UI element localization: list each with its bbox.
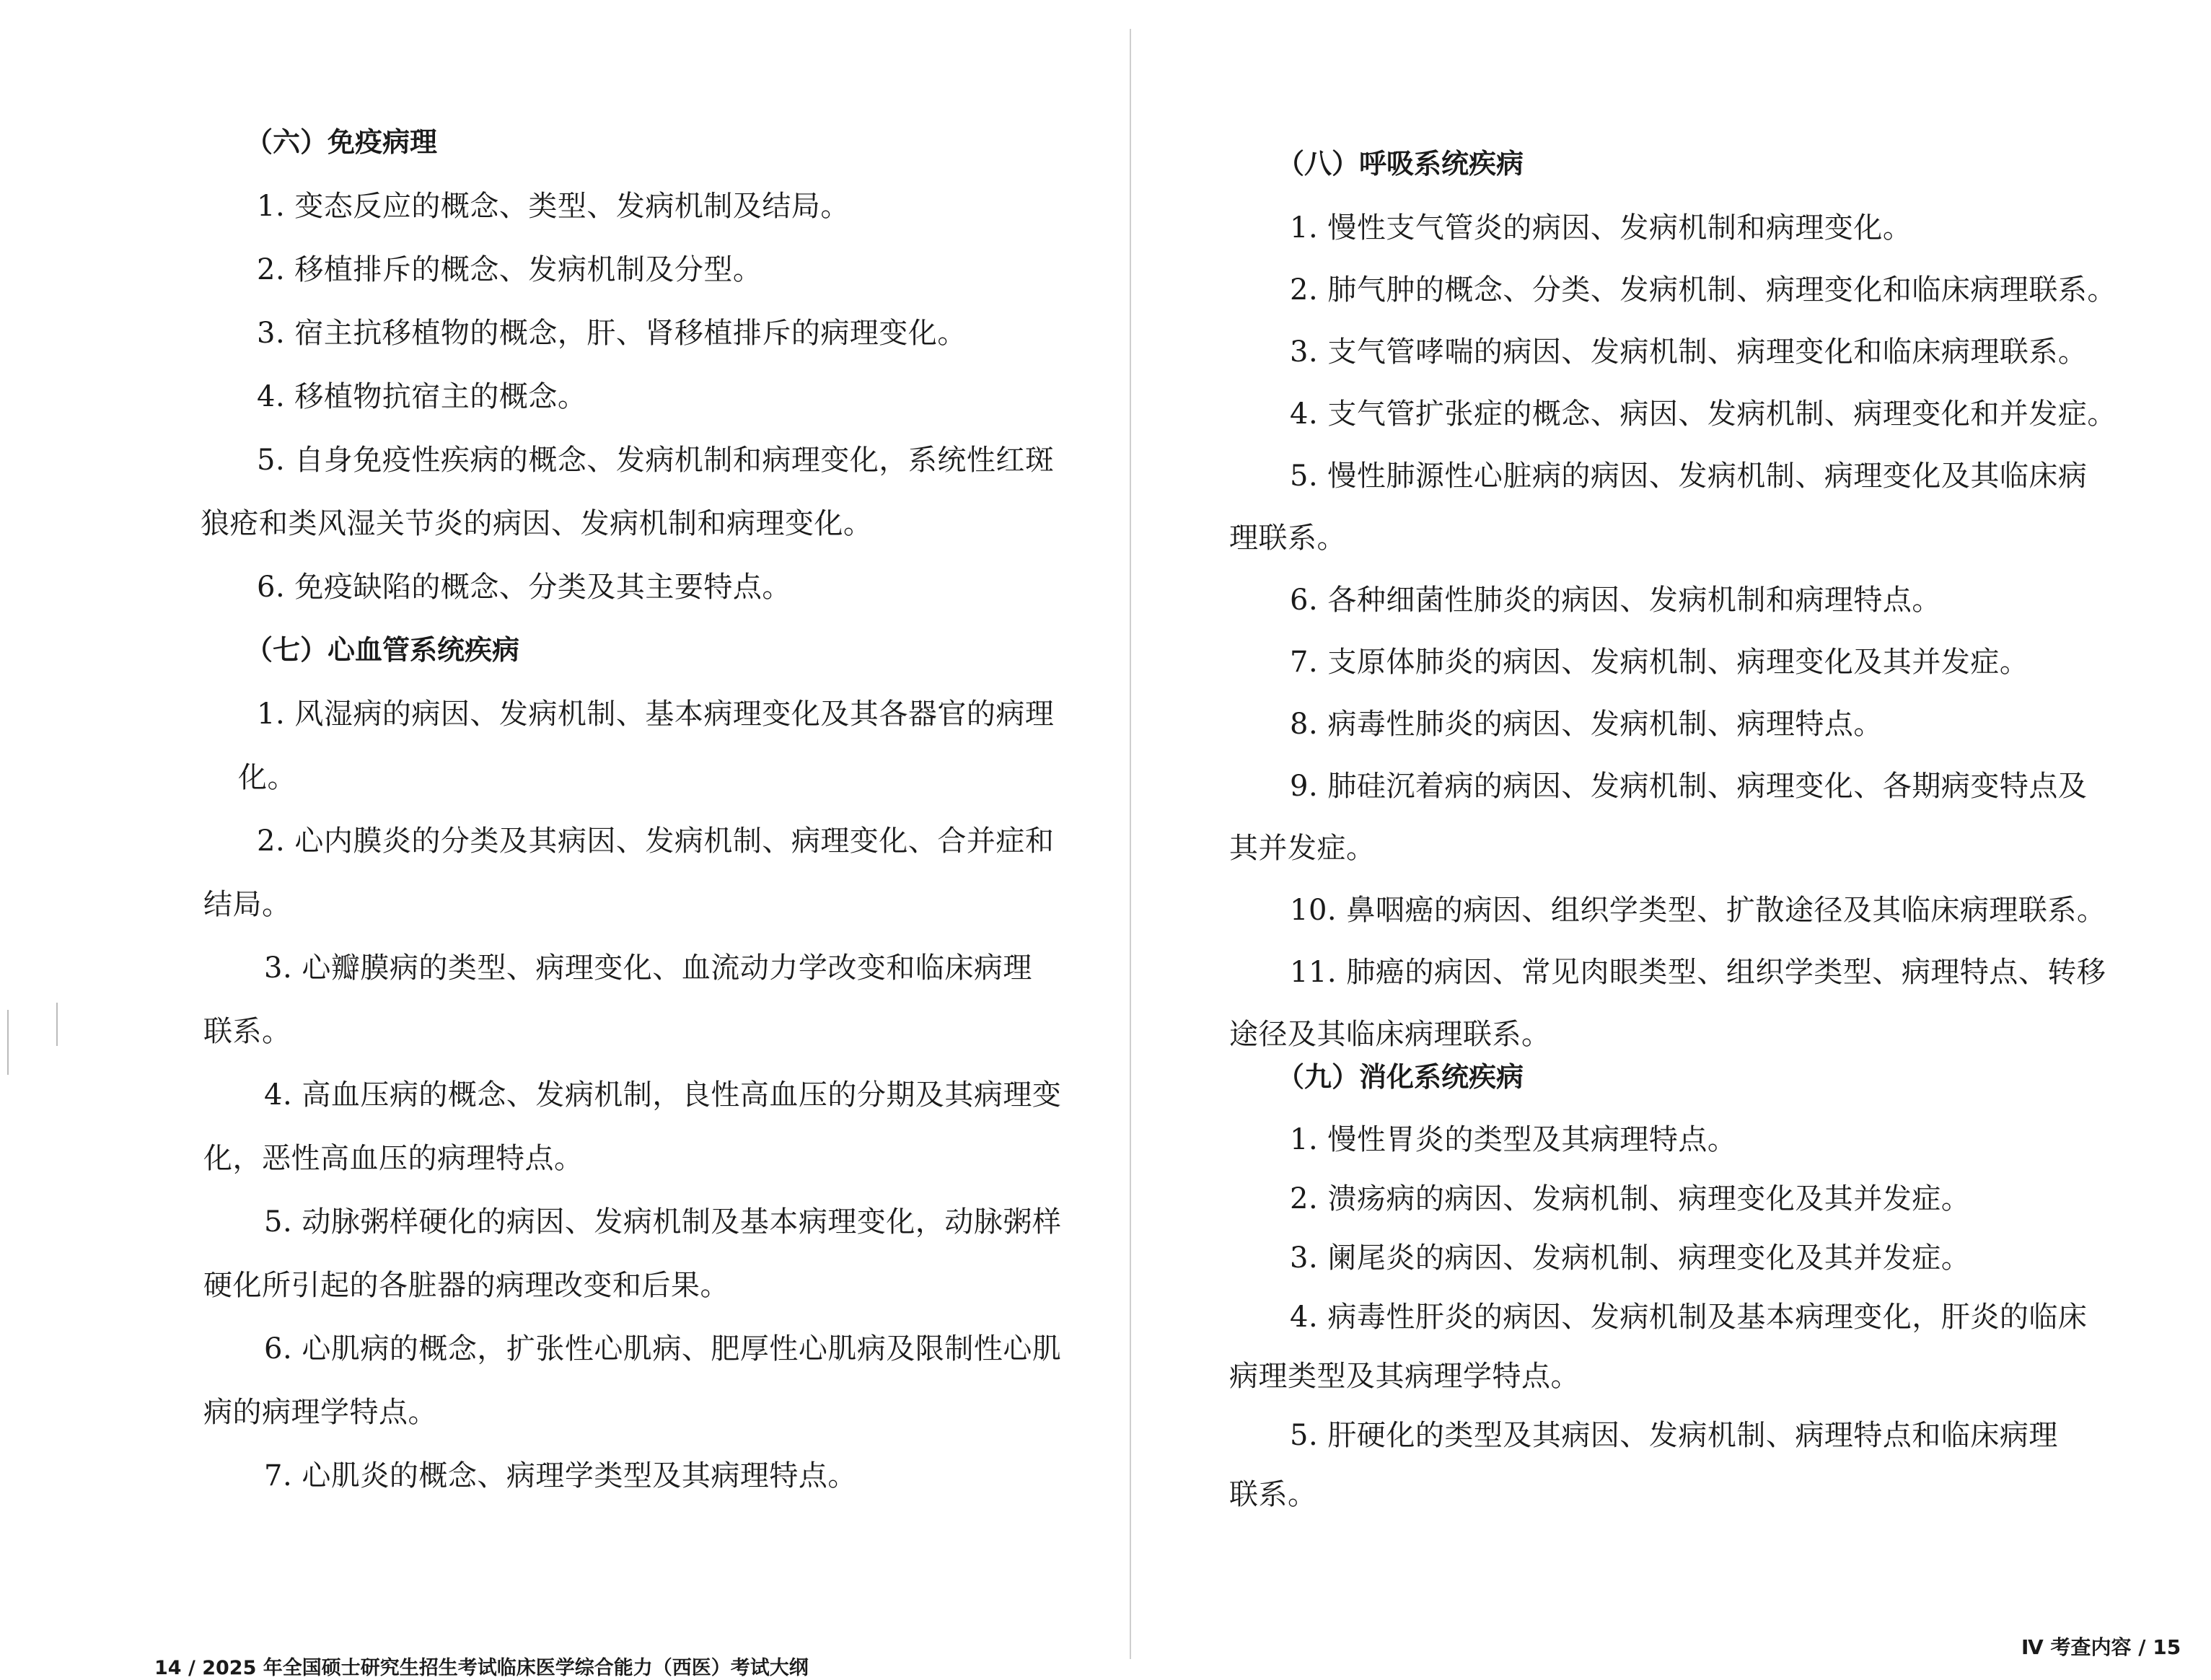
list-item-continuation: 病理类型及其病理学特点。 xyxy=(1229,1360,1580,1393)
list-item: 5. 慢性肺源性心脏病的病因、发病机制、病理变化及其临床病 xyxy=(1290,459,2088,493)
page-footer: Ⅳ 考查内容 / 15 xyxy=(2021,1635,2181,1659)
list-item: 5. 动脉粥样硬化的病因、发病机制及基本病理变化，动脉粥样 xyxy=(264,1205,1062,1239)
list-item-continuation: 其并发症。 xyxy=(1229,832,1376,865)
list-item-continuation: 结局。 xyxy=(203,888,291,921)
list-item-continuation: 途径及其临床病理联系。 xyxy=(1229,1018,1551,1051)
list-item-continuation: 理联系。 xyxy=(1229,522,1346,555)
list-item-continuation: 硬化所引起的各脏器的病理改变和后果。 xyxy=(203,1269,729,1302)
list-item-continuation: 联系。 xyxy=(1229,1478,1317,1511)
list-item: 1. 变态反应的概念、类型、发病机制及结局。 xyxy=(257,190,850,223)
list-item: 1. 慢性胃炎的类型及其病理特点。 xyxy=(1290,1123,1737,1156)
list-item: 10. 鼻咽癌的病因、组织学类型、扩散途径及其临床病理联系。 xyxy=(1290,894,2106,927)
list-item-continuation: 化，恶性高血压的病理特点。 xyxy=(203,1142,584,1175)
list-item: 1. 风湿病的病因、发病机制、基本病理变化及其各器官的病理 xyxy=(257,698,1055,731)
list-item: 3. 支气管哮喘的病因、发病机制、病理变化和临床病理联系。 xyxy=(1290,335,2088,369)
list-item: 7. 心肌炎的概念、病理学类型及其病理特点。 xyxy=(264,1459,857,1492)
list-item: 3. 心瓣膜病的类型、病理变化、血流动力学改变和临床病理 xyxy=(264,951,1032,985)
list-item: 2. 心内膜炎的分类及其病因、发病机制、病理变化、合并症和 xyxy=(257,824,1055,858)
section-heading: （八）呼吸系统疾病 xyxy=(1277,148,1524,180)
page-footer: 14 / 2025 年全国硕士研究生招生考试临床医学综合能力（西医）考试大纲 xyxy=(154,1657,809,1679)
list-item: 9. 肺硅沉着病的病因、发病机制、病理变化、各期病变特点及 xyxy=(1290,770,2088,803)
list-item: 7. 支原体肺炎的病因、发病机制、病理变化及其并发症。 xyxy=(1290,646,2029,679)
list-item: 6. 免疫缺陷的概念、分类及其主要特点。 xyxy=(257,571,791,604)
list-item: 8. 病毒性肺炎的病因、发病机制、病理特点。 xyxy=(1290,708,1883,741)
list-item: 2. 肺气肿的概念、分类、发病机制、病理变化和临床病理联系。 xyxy=(1290,273,2117,307)
list-item-continuation: 化。 xyxy=(238,761,296,794)
list-item: 5. 自身免疫性疾病的概念、发病机制和病理变化，系统性红斑 xyxy=(257,444,1055,477)
list-item: 6. 各种细菌性肺炎的病因、发病机制和病理特点。 xyxy=(1290,584,1941,617)
list-item: 5. 肝硬化的类型及其病因、发病机制、病理特点和临床病理 xyxy=(1290,1419,2058,1452)
list-item: 11. 肺癌的病因、常见肉眼类型、组织学类型、病理特点、转移 xyxy=(1290,956,2106,989)
list-item: 4. 支气管扩张症的概念、病因、发病机制、病理变化和并发症。 xyxy=(1290,397,2117,431)
section-heading: （六）免疫病理 xyxy=(245,126,438,158)
list-item: 6. 心肌病的概念，扩张性心肌病、肥厚性心肌病及限制性心肌 xyxy=(264,1332,1062,1365)
list-item: 4. 病毒性肝炎的病因、发病机制及基本病理变化，肝炎的临床 xyxy=(1290,1301,2088,1334)
list-item: 2. 溃疡病的病因、发病机制、病理变化及其并发症。 xyxy=(1290,1182,1971,1215)
list-item-continuation: 联系。 xyxy=(203,1015,291,1048)
list-item: 3. 阑尾炎的病因、发病机制、病理变化及其并发症。 xyxy=(1290,1241,1971,1275)
list-item-continuation: 病的病理学特点。 xyxy=(203,1396,437,1429)
list-item: 1. 慢性支气管炎的病因、发病机制和病理变化。 xyxy=(1290,211,1912,245)
right-page xyxy=(1133,0,2211,1678)
list-item: 4. 高血压病的概念、发病机制，良性高血压的分期及其病理变 xyxy=(264,1078,1062,1112)
list-item-continuation: 狼疮和类风湿关节炎的病因、发病机制和病理变化。 xyxy=(201,507,873,540)
list-item: 3. 宿主抗移植物的概念，肝、肾移植排斥的病理变化。 xyxy=(257,317,967,350)
section-heading: （九）消化系统疾病 xyxy=(1277,1061,1524,1093)
list-item: 2. 移植排斥的概念、发病机制及分型。 xyxy=(257,253,762,286)
section-heading: （七）心血管系统疾病 xyxy=(245,634,520,666)
list-item: 4. 移植物抗宿主的概念。 xyxy=(257,380,587,413)
